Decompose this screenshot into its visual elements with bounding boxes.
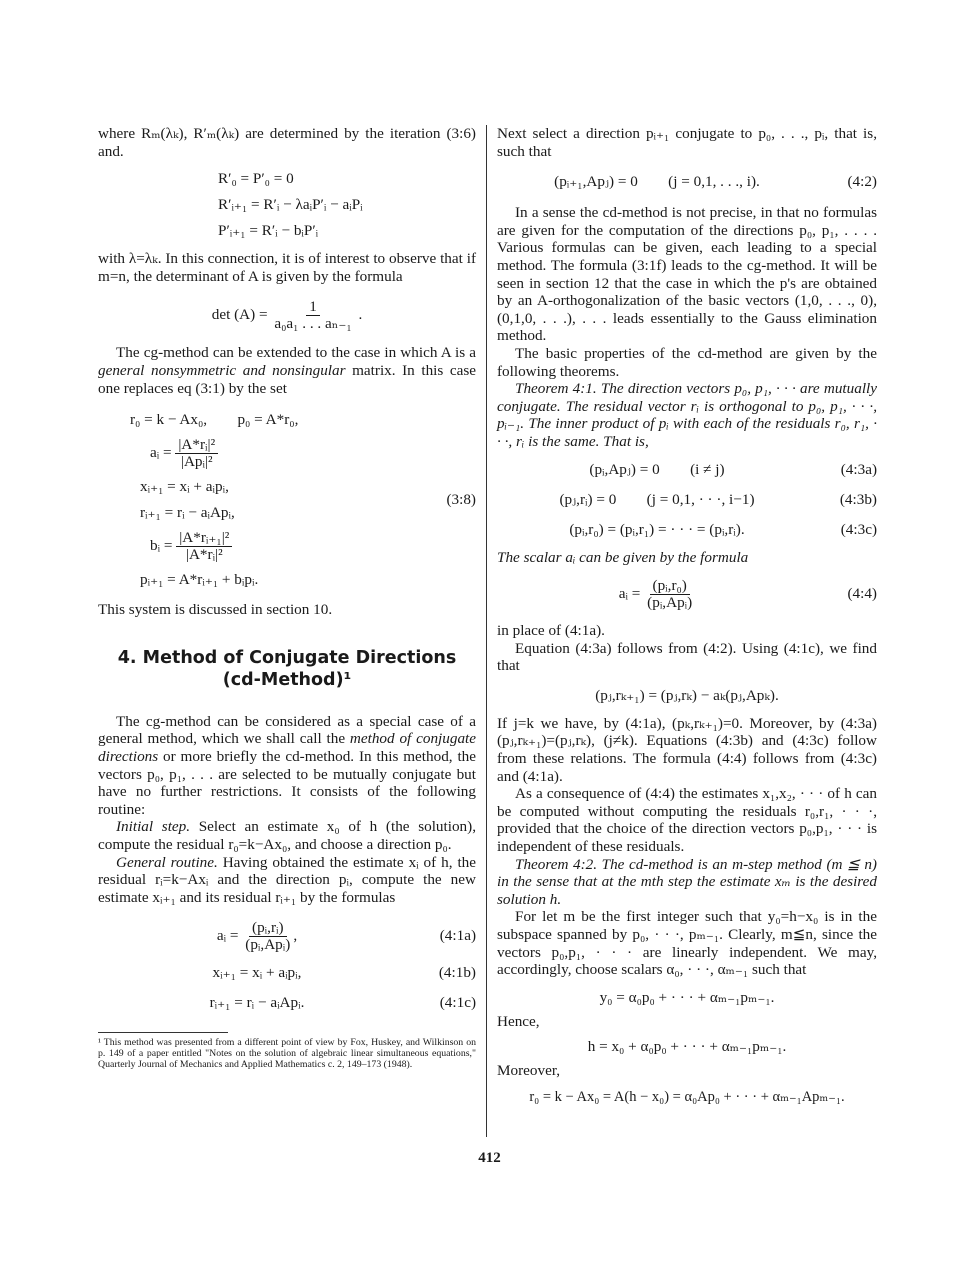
paragraph-general-routine [98,854,476,907]
sys-eq-b [130,530,476,563]
paragraph-theorem-4-2 [497,856,877,909]
paragraph-initial-step [98,818,476,853]
paragraph-theorem-4-1 [497,380,877,450]
eq44-fraction [644,578,695,611]
eq41a-numerator: (pᵢ,rᵢ) [249,920,287,937]
ext-text-2: matrix. In this case one replaces eq (3:1) by the set [98,361,477,397]
theorem-4-2-label: Theorem 4:2. [515,855,598,873]
eq43c-body: (pᵢ,r₀) = (pᵢ,r₁) = · · · = (pᵢ,rᵢ). [569,520,745,538]
equation-r0: r₀ = k − Ax₀ = A(h − x₀) = α₀Ap₀ + · · · + αₘ₋₁Apₘ₋₁. [529,1088,845,1105]
equation-tag-4-2: (4:2) [847,173,877,191]
paragraph-discussed: This system is discussed in section 10. [98,601,333,619]
eq44-denominator: (pᵢ,Apᵢ) [647,594,693,612]
eq41a-lhs: aᵢ = [216,927,239,945]
equation-4-3b [497,485,877,515]
equation-iter-3: P′ᵢ₊₁ = R′ᵢ − bᵢP′ᵢ [218,222,319,240]
footnote-rule [98,1032,228,1033]
eq44-body [497,570,817,618]
det-tail: . [358,306,363,324]
eq41a-body [98,914,416,958]
paragraph-not-precise: In a sense the cd-method is not precise, in that no formulas are given for the computation of the directions p₀, p₁, . . . . Various formulas can be given, each leading to a special method. The formula (3:1f) leads to the cg-method. It will be seen in section 12 that the case in which the p's are obtained by an A-orthogonalization of the basic vectors (1,0, . . ., 0), (0,1,0, . . .), . . . leads essentially to the Gauss elimination method. [497,204,877,345]
sys-eq-p: pᵢ₊₁ = A*rᵢ₊₁ + bᵢpᵢ. [140,571,259,589]
paragraph-hence: Hence, [497,1012,540,1030]
equation-determinant [98,299,476,332]
eq41c-body: rᵢ₊₁ = rᵢ − aᵢApᵢ. [209,994,305,1012]
scalar-text: The scalar aᵢ can be given by the formula [497,548,749,566]
eq44-lhs: aᵢ = [618,585,641,603]
equation-tag-4-3c: (4:3c) [840,520,877,538]
eq41b-body: xᵢ₊₁ = xᵢ + aᵢpᵢ, [212,964,302,982]
initial-step-text: Select an estimate x₀ of h (the solution), compute the residual r₀=k−Ax₀, and choose a direction p₀. [98,818,477,853]
equation-4-1a [98,914,476,958]
eq41a-tail: , [293,927,298,945]
eq41a-fraction [242,920,293,953]
equation-4-3c [497,515,877,545]
general-emphasis: method of conjugate directions [98,730,476,765]
theorem-4-2-text: The cd-method is an m-step method (m ≦ n) in the sense that at the mth step the estimate xₘ is the desired solution h. [497,855,877,908]
paragraph-determinant: with λ=λₖ. In this connection, it is of interest to observe that if m=n, the determinant of A is given by the formula [98,250,476,285]
paragraph-moreover: Moreover, [497,1062,561,1080]
paragraph-scalar [497,549,877,567]
equation-y0: y₀ = α₀p₀ + · · · + αₘ₋₁pₘ₋₁. [599,988,775,1006]
right-column [497,125,877,1110]
iteration-equations [98,166,476,244]
equation-prk: (pⱼ,rₖ₊₁) = (pⱼ,rₖ) − aₖ(pⱼ,Apₖ). [595,686,779,704]
paragraph-follows: Equation (4:3a) follows from (4:2). Using (4:1c), we find that [497,639,877,675]
paragraph-next-direction: Next select a direction pᵢ₊₁ conjugate to p₀, . . ., pᵢ, that is, such that [497,125,877,160]
eq41a-denominator: (pᵢ,Apᵢ) [245,936,291,954]
equation-tag-4-1b: (4:1b) [438,964,476,982]
column-divider [486,125,487,1137]
paragraph-if-j-equals-k: If j=k we have, by (4:1a), (pₖ,rₖ₊₁)=0. Moreover, by (4:3a) (pⱼ,rₖ₊₁)=(pⱼ,rₖ), (j≠k). Equations (4:3b) and (4:3c) follow from these relations. The formula (4:4) follows from (4:3c) and (4:1a). [497,714,877,785]
det-lhs: det (A) = [211,306,268,324]
equation-h: h = x₀ + α₀p₀ + · · · + αₘ₋₁pₘ₋₁. [587,1038,787,1056]
paragraph-consequence: As a consequence of (4:4) the estimates x₁,x₂, · · · of h can be computed without computing the residuals r₀,r₁, · · ·, provided that the choice of the direction vectors p₀,p₁, · · · is independent of these residuals. [497,785,877,856]
theorem-4-1-label: Theorem 4:1. [515,380,597,398]
sys-eq-x: xᵢ₊₁ = xᵢ + aᵢpᵢ, [140,478,229,496]
paragraph-in-place: in place of (4:1a). [497,622,605,640]
equation-iter-2: R′ᵢ₊₁ = R′ᵢ − λaᵢP′ᵢ − aᵢPᵢ [218,196,363,214]
paragraph-extension [98,344,476,397]
sys-b-numerator: |A*rᵢ₊₁|² [176,530,232,547]
paragraph-iteration: where Rₘ(λₖ), R′ₘ(λₖ) are determined by the iteration (3:6) and. [98,125,476,160]
equation-4-3a [497,455,877,485]
general-text-2: or more briefly the cd-method. In this method, the vectors p₀, p₁, . . . are selected to be mutually conjugate but have no further restrictions. It consists of the following routine: [98,747,476,818]
det-numerator: 1 [306,299,320,316]
sys-a-lhs: aᵢ = [150,444,172,462]
equation-4-2 [497,170,877,194]
sys-eq-init: r₀ = k − Ax₀, p₀ = A*r₀, [130,411,299,429]
sys-b-fraction [176,530,232,563]
general-routine-label: General routine. [116,853,218,871]
equation-4-1c [98,988,476,1018]
footnote: ¹ This method was presented from a different point of view by Fox, Huskey, and Wilkinson on p. 149 of a paper entitled "Notes on the solution of algebraic linear simultaneous equations," Quarterly Journal of Mechanics and Applied Mathematics c. 2, 149–173 (1948). [98,1037,476,1071]
equation-tag-4-1a: (4:1a) [439,927,476,945]
sys-a-numerator: |A*rᵢ|² [175,437,218,454]
det-fraction [271,299,354,332]
initial-step-label: Initial step. [116,818,191,836]
section-heading: 4. Method of Conjugate Directions (cd-Method)¹ [117,647,457,690]
page-number: 412 [478,1150,501,1166]
general-text-1: The cg-method can be considered as a special case of a general method, which we shall call the [98,712,476,748]
eq43a-body: (pᵢ,Apⱼ) = 0 (i ≠ j) [589,460,725,478]
sys-b-denominator: |A*rᵢ|² [185,546,223,564]
ext-emphasis: general nonsymmetric and nonsingular [98,361,346,379]
ext-text-1: The cg-method can be extended to the case in which A is a [116,344,476,362]
theorem-4-1-text: The direction vectors p₀, p₁, · · · are mutually conjugate. The residual vector rᵢ is orthogonal to p₀, p₁, · · ·, pᵢ₋₁. The inner product of pᵢ with each of the residuals r₀, r₁, · · ·, rᵢ is the same. That is, [497,380,878,450]
eq44-numerator: (pᵢ,r₀) [650,578,690,595]
equation-system-3-8 [98,407,476,593]
det-denominator: a₀a₁ . . . aₙ₋₁ [274,315,352,333]
eq42-body: (pᵢ₊₁,Apⱼ) = 0 (j = 0,1, . . ., i). [554,173,760,191]
equation-tag-4-1c: (4:1c) [439,994,476,1012]
equation-tag-4-3b: (4:3b) [839,490,877,508]
equation-iter-1: R′₀ = P′₀ = 0 [218,170,294,188]
equation-4-1b [98,958,476,988]
paragraph-general-method [98,713,476,819]
equation-4-4 [497,570,877,618]
equation-tag-4-4: (4:4) [847,585,877,603]
paragraph-for-let-m: For let m be the first integer such that y₀=h−x₀ is in the subspace spanned by p₀, · · ·, pₘ₋₁. Clearly, m≦n, since the vectors p₀,p₁, · · · are linearly independent. We may, accordingly, choose scalars α₀, · · ·, αₘ₋₁ such that [497,908,877,979]
equation-tag-4-3a: (4:3a) [840,460,877,478]
sys-eq-a [130,437,476,470]
sys-eq-r: rᵢ₊₁ = rᵢ − aᵢApᵢ, [140,504,235,522]
sys-a-fraction [175,437,218,470]
general-routine-text: Having obtained the estimate xᵢ of h, the residual rᵢ=k−Axᵢ and the direction pᵢ, compute the new estimate xᵢ₊₁ and its residual rᵢ₊₁ by the formulas [98,853,476,906]
equation-tag-3-8: (3:8) [446,491,476,509]
paragraph-basic-properties: The basic properties of the cd-method are given by the following theorems. [497,344,877,380]
sys-a-denominator: |Apᵢ|² [180,453,213,471]
left-column [98,125,476,1070]
sys-b-lhs: bᵢ = [150,537,173,555]
eq43b-body: (pⱼ,rᵢ) = 0 (j = 0,1, · · ·, i−1) [559,490,755,508]
